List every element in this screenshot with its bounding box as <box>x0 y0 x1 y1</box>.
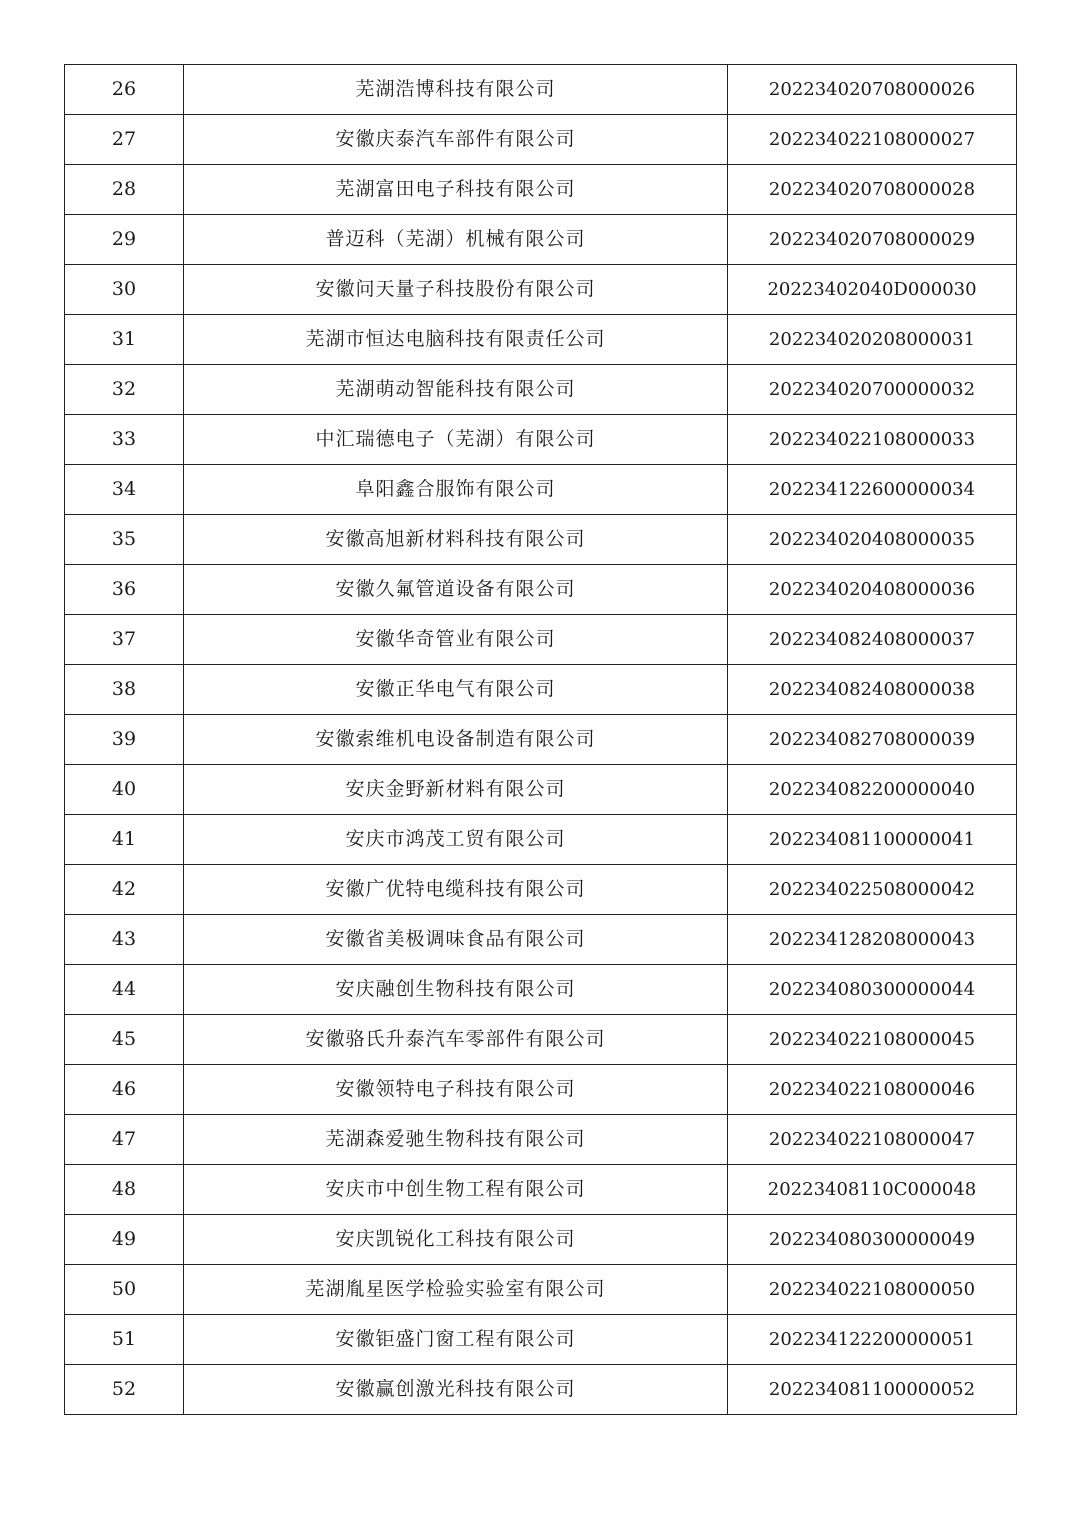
row-number: 35 <box>65 515 184 565</box>
registration-code: 20223402040D000030 <box>728 265 1017 315</box>
company-name: 安庆凯锐化工科技有限公司 <box>184 1215 728 1265</box>
row-number: 44 <box>65 965 184 1015</box>
company-name: 安徽正华电气有限公司 <box>184 665 728 715</box>
row-number: 32 <box>65 365 184 415</box>
table-row <box>65 1315 1017 1365</box>
company-name: 安徽广优特电缆科技有限公司 <box>184 865 728 915</box>
table-row <box>65 115 1017 165</box>
registration-code: 202234081100000052 <box>728 1365 1017 1415</box>
company-name: 安徽华奇管业有限公司 <box>184 615 728 665</box>
row-number: 31 <box>65 315 184 365</box>
table-row <box>65 315 1017 365</box>
registration-code: 202234022508000042 <box>728 865 1017 915</box>
table-row <box>65 1065 1017 1115</box>
row-number: 42 <box>65 865 184 915</box>
table-row <box>65 465 1017 515</box>
registration-code: 202234022108000050 <box>728 1265 1017 1315</box>
company-name: 安庆融创生物科技有限公司 <box>184 965 728 1015</box>
registration-code: 202234082708000039 <box>728 715 1017 765</box>
registration-code: 202234082408000038 <box>728 665 1017 715</box>
registration-code: 202234122600000034 <box>728 465 1017 515</box>
row-number: 49 <box>65 1215 184 1265</box>
company-name: 安徽索维机电设备制造有限公司 <box>184 715 728 765</box>
company-name: 中汇瑞德电子（芜湖）有限公司 <box>184 415 728 465</box>
company-name: 芜湖萌动智能科技有限公司 <box>184 365 728 415</box>
table-row <box>65 365 1017 415</box>
registration-code: 202234080300000049 <box>728 1215 1017 1265</box>
company-name: 安庆市鸿茂工贸有限公司 <box>184 815 728 865</box>
company-name: 普迈科（芜湖）机械有限公司 <box>184 215 728 265</box>
row-number: 38 <box>65 665 184 715</box>
registration-code: 202234122200000051 <box>728 1315 1017 1365</box>
registration-code: 202234081100000041 <box>728 815 1017 865</box>
row-number: 29 <box>65 215 184 265</box>
row-number: 47 <box>65 1115 184 1165</box>
table-row <box>65 265 1017 315</box>
company-name: 芜湖市恒达电脑科技有限责任公司 <box>184 315 728 365</box>
registration-code: 202234020208000031 <box>728 315 1017 365</box>
table-row <box>65 1365 1017 1415</box>
registration-code: 202234128208000043 <box>728 915 1017 965</box>
row-number: 37 <box>65 615 184 665</box>
company-name: 安徽庆泰汽车部件有限公司 <box>184 115 728 165</box>
company-name: 芜湖浩博科技有限公司 <box>184 65 728 115</box>
row-number: 36 <box>65 565 184 615</box>
table-row <box>65 215 1017 265</box>
row-number: 41 <box>65 815 184 865</box>
row-number: 45 <box>65 1015 184 1065</box>
row-number: 27 <box>65 115 184 165</box>
row-number: 52 <box>65 1365 184 1415</box>
registration-code: 202234022108000045 <box>728 1015 1017 1065</box>
table-row <box>65 915 1017 965</box>
registration-code: 202234022108000046 <box>728 1065 1017 1115</box>
registration-code: 202234022108000033 <box>728 415 1017 465</box>
row-number: 30 <box>65 265 184 315</box>
table-row <box>65 415 1017 465</box>
table-row <box>65 865 1017 915</box>
row-number: 26 <box>65 65 184 115</box>
row-number: 34 <box>65 465 184 515</box>
table-row <box>65 965 1017 1015</box>
registration-code: 202234020408000035 <box>728 515 1017 565</box>
registration-code: 202234082408000037 <box>728 615 1017 665</box>
row-number: 43 <box>65 915 184 965</box>
company-name: 安庆市中创生物工程有限公司 <box>184 1165 728 1215</box>
table-row <box>65 1265 1017 1315</box>
registration-code: 202234020708000026 <box>728 65 1017 115</box>
company-name: 安庆金野新材料有限公司 <box>184 765 728 815</box>
row-number: 40 <box>65 765 184 815</box>
company-name: 安徽钜盛门窗工程有限公司 <box>184 1315 728 1365</box>
company-name: 芜湖森爱驰生物科技有限公司 <box>184 1115 728 1165</box>
company-name: 芜湖胤星医学检验实验室有限公司 <box>184 1265 728 1315</box>
company-name: 安徽领特电子科技有限公司 <box>184 1065 728 1115</box>
row-number: 51 <box>65 1315 184 1365</box>
table-row <box>65 815 1017 865</box>
company-table-body <box>65 65 1017 1415</box>
company-table <box>64 64 1017 1415</box>
company-name: 安徽高旭新材料科技有限公司 <box>184 515 728 565</box>
row-number: 28 <box>65 165 184 215</box>
table-row <box>65 765 1017 815</box>
registration-code: 202234020408000036 <box>728 565 1017 615</box>
table-row <box>65 1215 1017 1265</box>
table-row <box>65 1165 1017 1215</box>
registration-code: 202234080300000044 <box>728 965 1017 1015</box>
company-name: 芜湖富田电子科技有限公司 <box>184 165 728 215</box>
company-name: 安徽省美极调味食品有限公司 <box>184 915 728 965</box>
company-name: 安徽骆氏升泰汽车零部件有限公司 <box>184 1015 728 1065</box>
table-row <box>65 565 1017 615</box>
row-number: 48 <box>65 1165 184 1215</box>
registration-code: 202234022108000027 <box>728 115 1017 165</box>
row-number: 33 <box>65 415 184 465</box>
company-name: 阜阳鑫合服饰有限公司 <box>184 465 728 515</box>
table-row <box>65 515 1017 565</box>
registration-code: 20223408110C000048 <box>728 1165 1017 1215</box>
company-name: 安徽赢创激光科技有限公司 <box>184 1365 728 1415</box>
company-name: 安徽久氟管道设备有限公司 <box>184 565 728 615</box>
company-name: 安徽问天量子科技股份有限公司 <box>184 265 728 315</box>
registration-code: 202234022108000047 <box>728 1115 1017 1165</box>
row-number: 39 <box>65 715 184 765</box>
registration-code: 202234082200000040 <box>728 765 1017 815</box>
table-row <box>65 715 1017 765</box>
table-row <box>65 1115 1017 1165</box>
row-number: 50 <box>65 1265 184 1315</box>
row-number: 46 <box>65 1065 184 1115</box>
registration-code: 202234020708000029 <box>728 215 1017 265</box>
table-row <box>65 665 1017 715</box>
registration-code: 202234020700000032 <box>728 365 1017 415</box>
table-row <box>65 615 1017 665</box>
table-row <box>65 65 1017 115</box>
table-row <box>65 1015 1017 1065</box>
company-table-container <box>64 64 1015 1415</box>
table-row <box>65 165 1017 215</box>
registration-code: 202234020708000028 <box>728 165 1017 215</box>
